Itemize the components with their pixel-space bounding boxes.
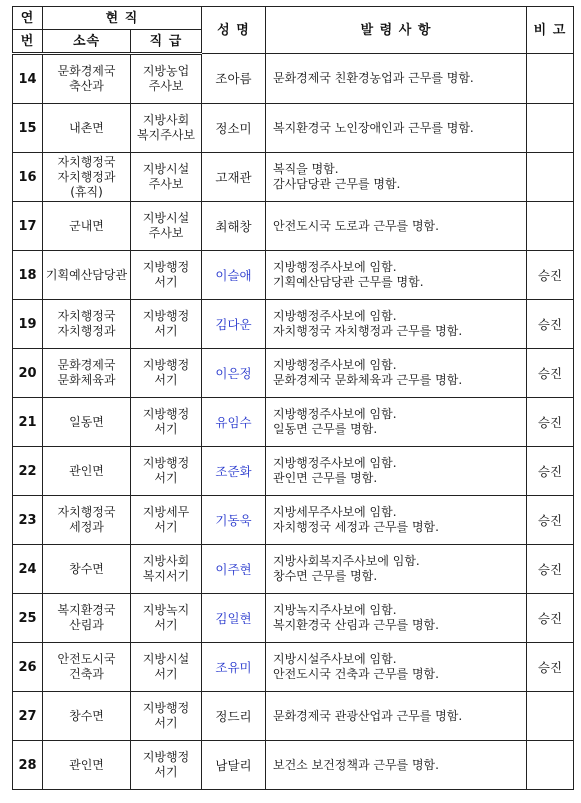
remark-cell: 승진 <box>527 251 574 300</box>
table-row <box>13 398 574 447</box>
rank-cell <box>131 300 202 349</box>
order-cell <box>266 300 527 349</box>
order-line: 문화경제국 관광산업과 근무를 명함. <box>273 708 463 723</box>
rank-line: 주사보 <box>148 79 184 93</box>
table-row <box>13 692 574 741</box>
aff-line: 관인면 <box>69 757 104 772</box>
order-line: 문화경제국 문화체육과 근무를 명함. <box>273 373 463 387</box>
order-cell <box>266 104 527 153</box>
order-line: 복직을 명함. <box>273 162 339 176</box>
col-name-header: 성 명 <box>202 7 266 54</box>
order-cell <box>266 54 527 104</box>
row-number: 26 <box>13 643 43 692</box>
table-row <box>13 54 574 104</box>
name-cell: 이슬애 <box>202 251 266 300</box>
rank-cell <box>131 741 202 790</box>
rank-line: 지방시설 <box>142 211 190 225</box>
remark-cell <box>527 692 574 741</box>
order-line: 문화경제국 친환경농업과 근무를 명함. <box>273 71 474 85</box>
rank-cell <box>131 643 202 692</box>
rank-line: 주사보 <box>148 177 184 191</box>
rank-line: 서기 <box>154 765 178 779</box>
table-row <box>13 545 574 594</box>
row-number: 20 <box>13 349 43 398</box>
order-line: 지방시설주사보에 임함. <box>273 652 397 666</box>
order-line: 지방행정주사보에 임함. <box>273 260 397 274</box>
name-cell: 정드리 <box>202 692 266 741</box>
order-cell <box>266 643 527 692</box>
col-remark-header: 비 고 <box>527 7 574 54</box>
col-rank-header: 직 급 <box>131 30 202 54</box>
personnel-order-table <box>12 6 574 790</box>
row-number: 21 <box>13 398 43 447</box>
rank-line: 지방행정 <box>142 358 190 372</box>
rank-cell <box>131 104 202 153</box>
aff-line: 일동면 <box>69 414 104 429</box>
rank-cell <box>131 202 202 251</box>
rank-cell <box>131 496 202 545</box>
affiliation-cell <box>43 692 131 741</box>
aff-line: 자치행정국 <box>57 154 116 169</box>
order-line: 지방녹지주사보에 임함. <box>273 603 397 617</box>
order-line: 관인면 근무를 명함. <box>273 471 378 485</box>
aff-line: 자치행정과 <box>57 324 116 338</box>
rank-line: 서기 <box>154 716 178 730</box>
affiliation-cell <box>43 447 131 496</box>
col-current-post-header: 현 직 <box>43 7 202 30</box>
table-row <box>13 202 574 251</box>
aff-line: 문화경제국 <box>57 64 116 78</box>
row-number: 19 <box>13 300 43 349</box>
row-number: 14 <box>13 54 43 104</box>
aff-line: 창수면 <box>69 708 104 723</box>
aff-line: 자치행정국 <box>57 309 116 323</box>
aff-line: 군내면 <box>69 218 104 233</box>
row-number: 16 <box>13 153 43 202</box>
name-cell: 김다운 <box>202 300 266 349</box>
affiliation-cell <box>43 251 131 300</box>
name-cell: 조유미 <box>202 643 266 692</box>
order-cell <box>266 349 527 398</box>
name-cell: 남달리 <box>202 741 266 790</box>
rank-line: 복지주사보 <box>137 128 195 142</box>
name-cell: 김일현 <box>202 594 266 643</box>
aff-line: 내촌면 <box>69 120 104 135</box>
rank-line: 복지서기 <box>142 569 190 583</box>
rank-cell <box>131 545 202 594</box>
affiliation-cell <box>43 54 131 104</box>
order-cell <box>266 398 527 447</box>
affiliation-cell <box>43 643 131 692</box>
name-cell: 이은정 <box>202 349 266 398</box>
rank-line: 서기 <box>154 667 178 681</box>
table-row <box>13 594 574 643</box>
rank-line: 지방행정 <box>142 456 190 470</box>
order-line: 일동면 근무를 명함. <box>273 422 378 436</box>
rank-line: 지방행정 <box>142 701 190 715</box>
affiliation-cell <box>43 398 131 447</box>
col-order-header: 발 령 사 항 <box>266 7 527 54</box>
remark-cell <box>527 202 574 251</box>
name-cell: 최해창 <box>202 202 266 251</box>
aff-line: 축산과 <box>69 79 104 93</box>
col-no-header-bottom: 번 <box>13 30 43 54</box>
table-row <box>13 643 574 692</box>
rank-cell <box>131 153 202 202</box>
aff-line: 안전도시국 <box>57 652 116 666</box>
rank-line: 지방세무 <box>142 505 190 519</box>
aff-line: 기획예산담당관 <box>45 267 128 282</box>
rank-line: 지방행정 <box>142 260 190 274</box>
remark-cell: 승진 <box>527 300 574 349</box>
rank-line: 서기 <box>154 520 178 534</box>
remark-cell: 승진 <box>527 643 574 692</box>
rank-line: 서기 <box>154 422 178 436</box>
rank-line: 지방행정 <box>142 750 190 764</box>
remark-cell <box>527 153 574 202</box>
order-line: 감사담당관 근무를 명함. <box>273 177 401 191</box>
order-line: 지방행정주사보에 임함. <box>273 407 397 421</box>
affiliation-cell <box>43 153 131 202</box>
order-cell <box>266 251 527 300</box>
affiliation-cell <box>43 594 131 643</box>
aff-line: 건축과 <box>69 667 104 681</box>
name-cell: 고재관 <box>202 153 266 202</box>
name-cell: 유임수 <box>202 398 266 447</box>
aff-line: 창수면 <box>69 561 104 576</box>
remark-cell <box>527 54 574 104</box>
order-cell <box>266 692 527 741</box>
aff-line: 자치행정국 <box>57 505 116 519</box>
name-cell: 기동욱 <box>202 496 266 545</box>
order-line: 지방행정주사보에 임함. <box>273 358 397 372</box>
table-row <box>13 251 574 300</box>
name-cell: 정소미 <box>202 104 266 153</box>
rank-line: 지방녹지 <box>142 603 190 617</box>
affiliation-cell <box>43 300 131 349</box>
affiliation-cell <box>43 104 131 153</box>
name-cell: 이주현 <box>202 545 266 594</box>
rank-line: 지방사회 <box>142 113 190 127</box>
rank-line: 지방시설 <box>142 652 190 666</box>
aff-line: (휴직) <box>70 184 103 199</box>
row-number: 27 <box>13 692 43 741</box>
aff-line: 자치행정과 <box>57 169 116 184</box>
order-line: 복지환경국 산림과 근무를 명함. <box>273 618 439 632</box>
row-number: 18 <box>13 251 43 300</box>
row-number: 25 <box>13 594 43 643</box>
table-row <box>13 104 574 153</box>
table-row <box>13 741 574 790</box>
order-line: 지방세무주사보에 임함. <box>273 505 397 519</box>
remark-cell <box>527 741 574 790</box>
table-row <box>13 447 574 496</box>
order-cell <box>266 741 527 790</box>
affiliation-cell <box>43 202 131 251</box>
aff-line: 문화경제국 <box>57 358 116 372</box>
order-line: 안전도시국 건축과 근무를 명함. <box>273 667 439 681</box>
order-cell <box>266 496 527 545</box>
rank-line: 주사보 <box>148 226 184 240</box>
aff-line: 산림과 <box>69 618 104 632</box>
remark-cell: 승진 <box>527 496 574 545</box>
rank-line: 서기 <box>154 471 178 485</box>
row-number: 22 <box>13 447 43 496</box>
table-row <box>13 496 574 545</box>
order-cell <box>266 202 527 251</box>
rank-cell <box>131 398 202 447</box>
remark-cell: 승진 <box>527 349 574 398</box>
rank-line: 지방행정 <box>142 407 190 421</box>
rank-cell <box>131 447 202 496</box>
order-cell <box>266 594 527 643</box>
table-row <box>13 349 574 398</box>
remark-cell: 승진 <box>527 398 574 447</box>
order-cell <box>266 447 527 496</box>
affiliation-cell <box>43 741 131 790</box>
rank-cell <box>131 54 202 104</box>
remark-cell <box>527 104 574 153</box>
rank-cell <box>131 692 202 741</box>
order-line: 자치행정국 세정과 근무를 명함. <box>273 520 439 534</box>
order-cell <box>266 545 527 594</box>
remark-cell: 승진 <box>527 447 574 496</box>
order-line: 복지환경국 노인장애인과 근무를 명함. <box>273 120 474 135</box>
rank-line: 지방시설 <box>142 162 190 176</box>
rank-line: 서기 <box>154 275 178 289</box>
col-affiliation-header: 소속 <box>43 30 131 54</box>
remark-cell: 승진 <box>527 594 574 643</box>
rank-cell <box>131 594 202 643</box>
order-line: 보건소 보건정책과 근무를 명함. <box>273 757 439 772</box>
rank-line: 서기 <box>154 324 178 338</box>
rank-line: 지방사회 <box>142 554 190 568</box>
rank-cell <box>131 251 202 300</box>
col-no-header-top: 연 <box>13 7 43 30</box>
order-line: 창수면 근무를 명함. <box>273 569 378 583</box>
affiliation-cell <box>43 496 131 545</box>
order-line: 지방사회복지주사보에 임함. <box>273 554 420 568</box>
order-line: 지방행정주사보에 임함. <box>273 309 397 323</box>
aff-line: 관인면 <box>69 463 104 478</box>
name-cell: 조준화 <box>202 447 266 496</box>
row-number: 17 <box>13 202 43 251</box>
rank-line: 지방행정 <box>142 309 190 323</box>
order-line: 안전도시국 도로과 근무를 명함. <box>273 218 439 233</box>
aff-line: 세정과 <box>69 520 104 534</box>
remark-cell: 승진 <box>527 545 574 594</box>
row-number: 24 <box>13 545 43 594</box>
aff-line: 복지환경국 <box>57 603 116 617</box>
order-line: 기획예산담당관 근무를 명함. <box>273 275 424 289</box>
table-row <box>13 300 574 349</box>
aff-line: 문화체육과 <box>57 373 116 387</box>
row-number: 15 <box>13 104 43 153</box>
row-number: 28 <box>13 741 43 790</box>
table-row <box>13 153 574 202</box>
affiliation-cell <box>43 349 131 398</box>
affiliation-cell <box>43 545 131 594</box>
rank-line: 서기 <box>154 373 178 387</box>
rank-line: 서기 <box>154 618 178 632</box>
row-number: 23 <box>13 496 43 545</box>
rank-line: 지방농업 <box>142 64 190 78</box>
order-cell <box>266 153 527 202</box>
rank-cell <box>131 349 202 398</box>
order-line: 지방행정주사보에 임함. <box>273 456 397 470</box>
name-cell: 조아름 <box>202 54 266 104</box>
order-line: 자치행정국 자치행정과 근무를 명함. <box>273 324 463 338</box>
